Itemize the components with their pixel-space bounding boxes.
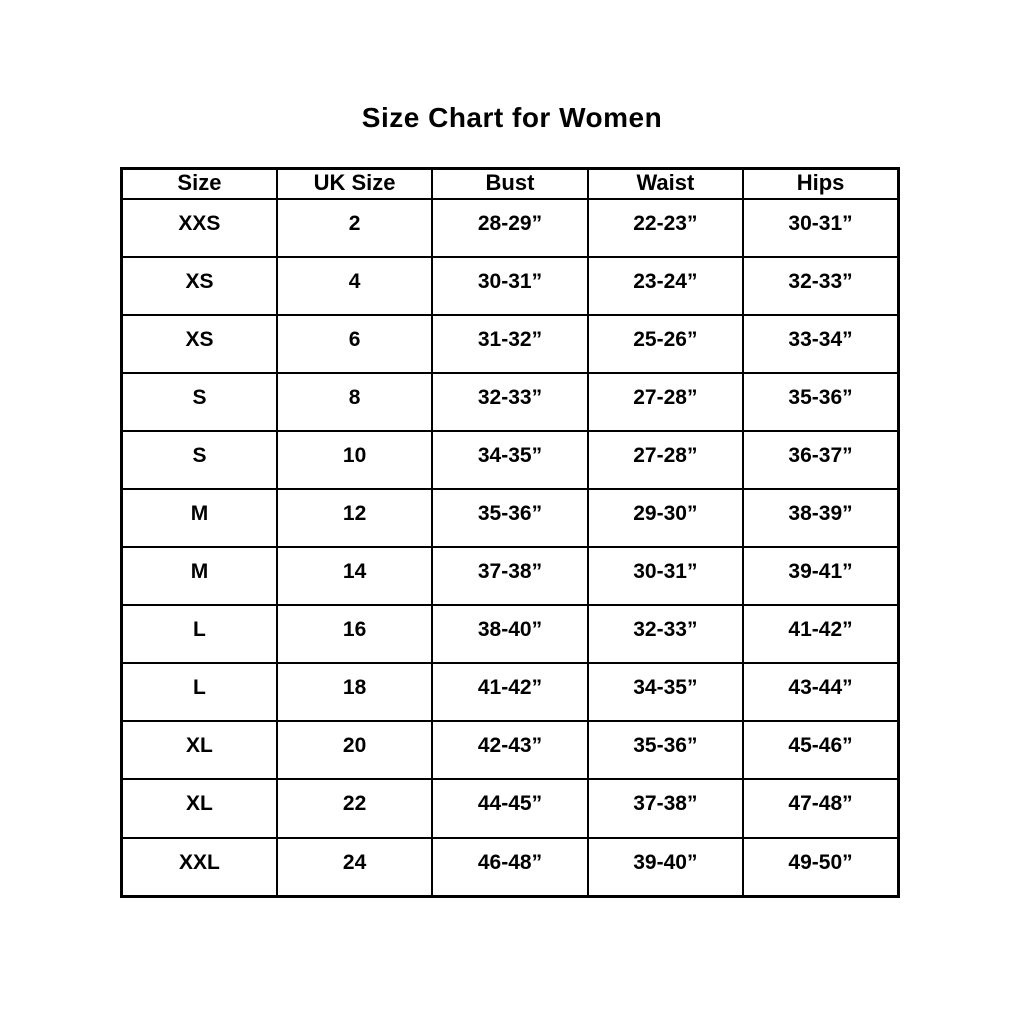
table-cell: 23-24”	[588, 257, 743, 315]
table-header	[122, 169, 899, 200]
table-cell: 22-23”	[588, 199, 743, 257]
table-cell: 22	[277, 779, 432, 837]
table-cell: 16	[277, 605, 432, 663]
table-cell: 32-33”	[743, 257, 898, 315]
table-row	[122, 779, 899, 837]
table-cell: 42-43”	[432, 721, 587, 779]
table-cell: 32-33”	[432, 373, 587, 431]
table-cell: XL	[122, 721, 277, 779]
table-cell: 28-29”	[432, 199, 587, 257]
column-header-size: Size	[122, 169, 277, 200]
table-row	[122, 489, 899, 547]
table-cell: S	[122, 373, 277, 431]
table-cell: 27-28”	[588, 373, 743, 431]
size-chart-body	[122, 199, 899, 897]
table-cell: 6	[277, 315, 432, 373]
table-cell: 30-31”	[588, 547, 743, 605]
header-row	[122, 169, 899, 200]
table-cell: 25-26”	[588, 315, 743, 373]
table-cell: 12	[277, 489, 432, 547]
table-row	[122, 605, 899, 663]
table-cell: 24	[277, 838, 432, 897]
table-cell: 34-35”	[432, 431, 587, 489]
table-row	[122, 431, 899, 489]
table-row	[122, 547, 899, 605]
table-cell: 35-36”	[432, 489, 587, 547]
table-cell: 30-31”	[743, 199, 898, 257]
table-cell: 45-46”	[743, 721, 898, 779]
table-cell: 10	[277, 431, 432, 489]
table-row	[122, 373, 899, 431]
table-cell: L	[122, 663, 277, 721]
table-cell: 46-48”	[432, 838, 587, 897]
table-cell: 8	[277, 373, 432, 431]
table-cell: 35-36”	[743, 373, 898, 431]
table-cell: 41-42”	[432, 663, 587, 721]
table-cell: 41-42”	[743, 605, 898, 663]
table-cell: 31-32”	[432, 315, 587, 373]
column-header-uk-size: UK Size	[277, 169, 432, 200]
table-cell: 44-45”	[432, 779, 587, 837]
table-cell: XL	[122, 779, 277, 837]
table-cell: 27-28”	[588, 431, 743, 489]
table-cell: 30-31”	[432, 257, 587, 315]
table-cell: 37-38”	[588, 779, 743, 837]
table-cell: L	[122, 605, 277, 663]
table-cell: 37-38”	[432, 547, 587, 605]
page-title: Size Chart for Women	[361, 102, 663, 133]
table-cell: 33-34”	[743, 315, 898, 373]
table-cell: 14	[277, 547, 432, 605]
table-cell: 20	[277, 721, 432, 779]
table-cell: 43-44”	[743, 663, 898, 721]
table-row	[122, 315, 899, 373]
table-cell: 18	[277, 663, 432, 721]
table-cell: 34-35”	[588, 663, 743, 721]
table-cell: 29-30”	[588, 489, 743, 547]
table-cell: 39-41”	[743, 547, 898, 605]
table-cell: XS	[122, 315, 277, 373]
table-cell: XXS	[122, 199, 277, 257]
table-cell: 47-48”	[743, 779, 898, 837]
table-cell: 39-40”	[588, 838, 743, 897]
size-chart-table	[120, 167, 900, 898]
table-cell: 4	[277, 257, 432, 315]
table-cell: 36-37”	[743, 431, 898, 489]
table-cell: M	[122, 547, 277, 605]
table-cell: 49-50”	[743, 838, 898, 897]
table-row	[122, 257, 899, 315]
table-cell: 38-39”	[743, 489, 898, 547]
table-cell: XXL	[122, 838, 277, 897]
table-cell: XS	[122, 257, 277, 315]
column-header-waist: Waist	[588, 169, 743, 200]
table-cell: 2	[277, 199, 432, 257]
table-row	[122, 838, 899, 897]
column-header-bust: Bust	[432, 169, 587, 200]
table-cell: 32-33”	[588, 605, 743, 663]
table-cell: S	[122, 431, 277, 489]
table-row	[122, 199, 899, 257]
table-cell: M	[122, 489, 277, 547]
table-cell: 38-40”	[432, 605, 587, 663]
table-row	[122, 721, 899, 779]
table-row	[122, 663, 899, 721]
column-header-hips: Hips	[743, 169, 898, 200]
table-cell: 35-36”	[588, 721, 743, 779]
